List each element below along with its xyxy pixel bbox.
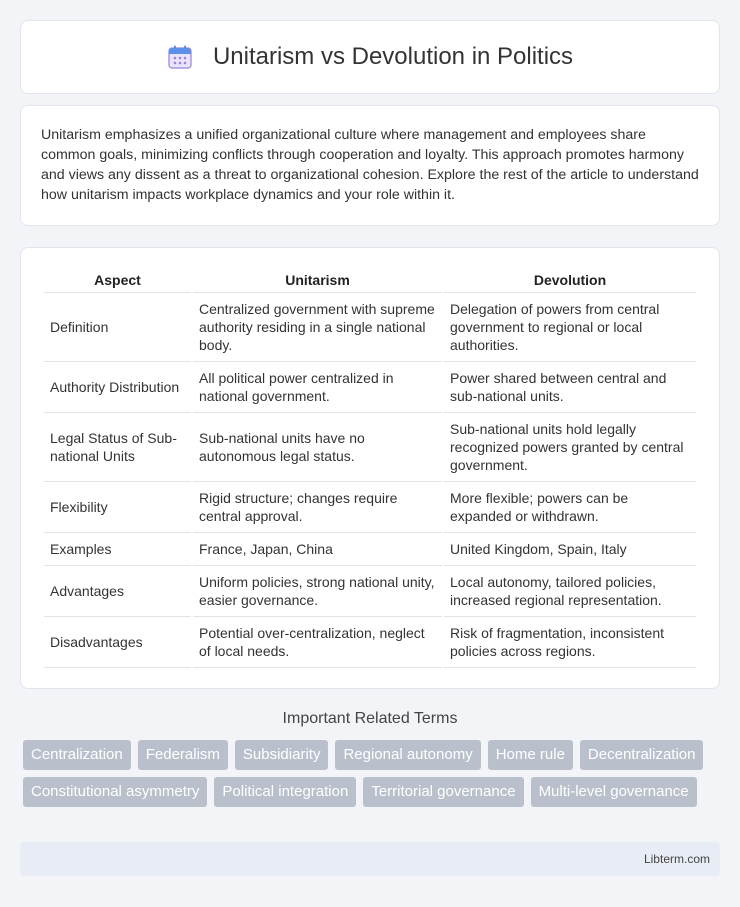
intro-card xyxy=(20,105,720,226)
aspect-cell: Authority Distribution xyxy=(44,362,191,413)
devolution-cell: Power shared between central and sub-national units. xyxy=(444,362,696,413)
table-header-row xyxy=(44,268,696,293)
unitarism-cell: All political power centralized in national government. xyxy=(193,362,442,413)
aspect-cell: Examples xyxy=(44,533,191,566)
unitarism-cell: Rigid structure; changes require central approval. xyxy=(193,482,442,533)
header-devolution: Devolution xyxy=(444,268,696,293)
footer-brand-link[interactable]: Libterm.com xyxy=(643,852,710,866)
tag-subsidiarity[interactable]: Subsidiarity xyxy=(235,740,329,770)
tag-regional-autonomy[interactable]: Regional autonomy xyxy=(335,740,480,770)
related-terms-list xyxy=(20,740,720,807)
tag-territorial-governance[interactable]: Territorial governance xyxy=(363,777,523,807)
tag-decentralization[interactable]: Decentralization xyxy=(580,740,704,770)
tag-constitutional-asymmetry[interactable]: Constitutional asymmetry xyxy=(23,777,207,807)
tag-home-rule[interactable]: Home rule xyxy=(488,740,573,770)
related-terms-title: Important Related Terms xyxy=(282,710,458,727)
aspect-cell: Disadvantages xyxy=(44,617,191,668)
header-unitarism: Unitarism xyxy=(193,268,442,293)
devolution-cell: Risk of fragmentation, inconsistent policies across regions. xyxy=(444,617,696,668)
devolution-cell: Local autonomy, tailored policies, increased regional representation. xyxy=(444,566,696,617)
footer xyxy=(20,842,720,876)
table-row xyxy=(44,533,696,566)
header-aspect: Aspect xyxy=(44,268,191,293)
aspect-cell: Flexibility xyxy=(44,482,191,533)
table-row xyxy=(44,566,696,617)
devolution-cell: More flexible; powers can be expanded or withdrawn. xyxy=(444,482,696,533)
devolution-cell: Delegation of powers from central government to regional or local authorities. xyxy=(444,293,696,362)
comparison-table-card xyxy=(20,247,720,689)
devolution-cell: Sub-national units hold legally recognized powers granted by central government. xyxy=(444,413,696,482)
table-row xyxy=(44,413,696,482)
devolution-cell: United Kingdom, Spain, Italy xyxy=(444,533,696,566)
title-card xyxy=(20,20,720,94)
unitarism-cell: Sub-national units have no autonomous legal status. xyxy=(193,413,442,482)
page-title: Unitarism vs Devolution in Politics xyxy=(212,43,574,70)
tag-federalism[interactable]: Federalism xyxy=(138,740,228,770)
unitarism-cell: Centralized government with supreme authority residing in a single national body. xyxy=(193,293,442,362)
calendar-icon xyxy=(167,44,193,70)
table-row xyxy=(44,293,696,362)
table-row xyxy=(44,617,696,668)
unitarism-cell: France, Japan, China xyxy=(193,533,442,566)
tag-centralization[interactable]: Centralization xyxy=(23,740,131,770)
aspect-cell: Legal Status of Sub-national Units xyxy=(44,413,191,482)
table-row xyxy=(44,482,696,533)
tag-multi-level-governance[interactable]: Multi-level governance xyxy=(531,777,697,807)
comparison-table xyxy=(42,268,698,668)
aspect-cell: Advantages xyxy=(44,566,191,617)
unitarism-cell: Uniform policies, strong national unity, easier governance. xyxy=(193,566,442,617)
tag-political-integration[interactable]: Political integration xyxy=(214,777,356,807)
intro-text: Unitarism emphasizes a unified organizational culture where management and employees share common goals, minimizing conflicts through cooperation and loyalty. This approach promotes harmony and views any dissent as a threat to organizational cohesion. Explore the rest of the article to understand how unitarism impacts workplace dynamics and your role within it. xyxy=(41,127,699,203)
aspect-cell: Definition xyxy=(44,293,191,362)
unitarism-cell: Potential over-centralization, neglect of local needs. xyxy=(193,617,442,668)
table-row xyxy=(44,362,696,413)
